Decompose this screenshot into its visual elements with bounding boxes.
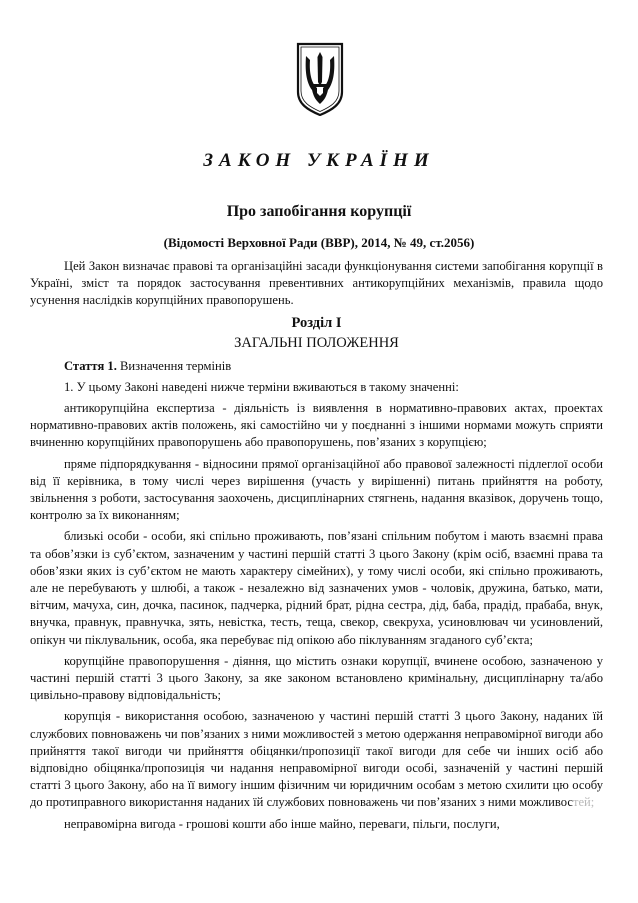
section-number: Розділ I	[291, 314, 342, 331]
preamble-paragraph: Цей Закон визначає правові та організаційні засади функціонування системи запобігання корупції в Україні, зміст та порядок застосування превентивних антикорупційних механізмів, правила щодо усунення наслідків корупційних правопорушень.	[30, 259, 603, 308]
definition-anticorruption-expertise: антикорупційна експертиза - діяльність із виявлення в нормативно-правових актах, проектах нормативно-правових актів положень, які самостійно чи у поєднанні з іншими нормами можуть сприяти вчиненню корупційних правопорушень або правопорушень, пов’язаних з корупцією;	[30, 401, 603, 450]
law-title: ЗАКОН УКРАЇНИ	[203, 150, 435, 171]
section-name: ЗАГАЛЬНІ ПОЛОЖЕННЯ	[234, 334, 399, 351]
definition-direct-subordination: пряме підпорядкування - відносини прямої організаційної або правової залежності підлеглої особи від її керівника, в тому числі через вирішення (участь у вирішенні) питань прийняття на роботу, звільнення з роботи, застосування заохочень, дисциплінарних стягнень, надання вказівок, доручень тощо, контролю за їх виконанням;	[30, 456, 603, 523]
definition-undue-benefit: неправомірна вигода - грошові кошти або інше майно, переваги, пільги, послуги,	[64, 816, 500, 831]
article-title: Визначення термінів	[120, 358, 232, 373]
definition-corruption	[30, 708, 603, 811]
article-heading	[30, 358, 603, 375]
definitions-intro: 1. У цьому Законі наведені нижче терміни вживаються в такому значенні:	[64, 379, 459, 394]
law-name: Про запобігання корупції	[226, 203, 412, 220]
definition-close-persons: близькі особи - особи, які спільно проживають, пов’язані спільним побутом і мають взаємні права та обов’язки із суб’єктом, зазначеним у частині першій статті 3 цього Закону (крім осіб, взаємні права та обов’язки яких із суб’єктом не мають характеру сімейних), у тому числі особи, які спільно проживають, але не перебувають у шлюбі, а також - незалежно від зазначених умов - чоловік, дружина, батько, мати, вітчим, мачуха, син, дочка, пасинок, падчерка, рідний брат, рідна сестра, дід, баба, прадід, прабаба, внук, внучка, правнук, правнучка, зять, невістка, тесть, теща, свекор, свекруха, усиновлювач чи усиновлений, опікун чи піклувальник, особа, яка перебуває під опікою або піклуванням згаданого суб’єкта;	[30, 529, 603, 647]
definition-corruption-text: корупція - використання особою, зазначеною у частині першій статті 3 цього Закону, наданих їй службових повноважень чи пов’язаних з ними можливостей з метою одержання неправомірної вигоди або прийняття такої вигоди чи прийняття обіцянки/пропозиції такої вигоди для себе чи інших осіб або відповідно обіцянка/пропозиція чи надання неправомірної вигоди особі, зазначеній у частині першій статті 3 цього Закону, або на її вимогу іншим фізичним чи юридичним особам з метою схилити цю особу до протиправного використання наданих їй службових повноважень чи пов’язаних з ними можливос	[30, 709, 603, 810]
article-label: Стаття 1.	[64, 358, 117, 373]
definition-corruption-offense: корупційне правопорушення - діяння, що містить ознаки корупції, вчинене особою, зазначеною у частині першій статті 3 цього Закону, за яке законом встановлено кримінальну, дисциплінарну та/або цивільно-правову відповідальність;	[30, 653, 603, 703]
law-source: (Відомості Верховної Ради (ВВР), 2014, № 49, ст.2056)	[163, 235, 475, 250]
trident-coat-of-arms-icon	[296, 42, 344, 116]
definition-corruption-faded-tail: тей;	[572, 795, 595, 810]
document-body	[30, 258, 603, 837]
